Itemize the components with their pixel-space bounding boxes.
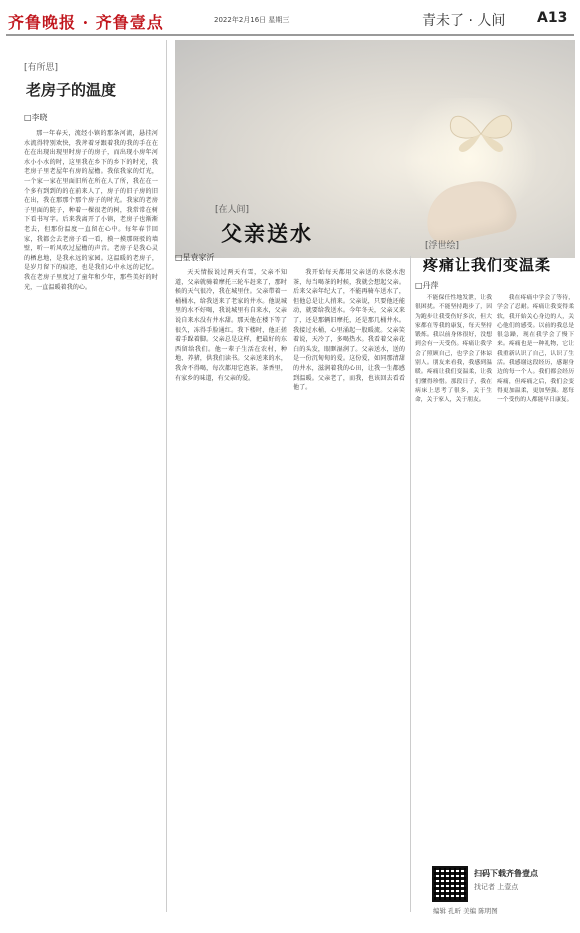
center-article-body-2: 我开始每天都用父亲送的水烧水泡茶，每当喝茶的时候，我就会想起父亲。后来父亲年纪大了，不能再骑车送水了，但他总是让人捎来。父亲说，只要他还能动，就要给我送水。今年冬天，父亲又来了，还是那辆旧摩托，还是那几桶井水。我接过水桶，心里涌起一股暖流。父亲笑着说，天冷了，多喝热水。我看着父亲花白的头发，眼眶湿润了。父亲送水，送的是一份沉甸甸的爱。这份爱，如同那清甜的井水，滋润着我的心田，让我一生都感到温暖。父亲老了，而我，也该回去看看他了。 — [293, 269, 405, 392]
center-article-body-1: 天天情报说过两天有雪，父亲不知道，父亲就骑着摩托三轮车赶来了，那时候的天气很冷，我在城里住。父亲带着一桶桶水，给我送来了老家的井水。他说城里的水不好喝，我说城里有自来水，父亲说自来水没有井水甜。那天他在楼下等了很久，冻得手脸通红。我下楼时，他正搓着手跺着脚。父亲总是这样，把最好的东西留给我们。他一辈子生活在农村，种地、养猪，供我们读书。父亲送来的水，我舍不得喝，每次都用它泡茶。茶香里，有家乡的味道，有父亲的爱。 — [175, 269, 287, 382]
center-article-title: 父亲送水 — [221, 221, 313, 246]
right-column-tag: [浮世绘] — [425, 241, 460, 251]
center-article-byline: □星袁家沂 — [175, 253, 215, 262]
right-article-columns — [415, 294, 575, 854]
left-column-tag: [有所思] — [24, 63, 59, 73]
right-article-body-2: 我在疼痛中学会了等待，学会了忍耐。疼痛让我变得柔软，我开始关心身边的人，关心他们的感受。以前的我总是很急躁，现在我学会了慢下来。疼痛也是一种礼物，它让我重新认识了自己，认识了生活。我感谢这段经历，感谢身边的每一个人。我们都会经历疼痛，但疼痛之后，我们会变得更加温柔，更加坚强。愿每一个受伤的人都能早日康复。 — [497, 295, 574, 404]
right-article-byline: □丹萍 — [415, 281, 439, 290]
qr-label: 扫码下载齐鲁壹点 — [474, 869, 538, 878]
masthead-logo: 齐鲁晚报 · 齐鲁壹点 — [8, 13, 164, 32]
left-article-title: 老房子的温度 — [26, 81, 117, 99]
center-column-tag: [在人间] — [215, 205, 250, 215]
page-number: A13 — [537, 10, 568, 26]
editor-credits: 编辑 孔昕 美编 陈明图 — [433, 907, 498, 915]
center-article — [175, 40, 405, 910]
section-name: 青未了 · 人间 — [422, 13, 506, 29]
right-article-body-1: 不能保任性地发泄，让我很困扰。不能坚持跑步了，因为跑步让我受伤好多次，但大家都在等我的康复，每天坚持锻炼。我以前身体很好，没想到会有一天受伤。疼痛让我学会了照顾自己，也学会了体谅别人。朋友来看我，我感到温暖。疼痛让我们变温柔，让我们懂得珍惜。那段日子，我在病床上思考了很多，关于生命，关于家人，关于朋友。 — [415, 295, 492, 404]
column-divider — [166, 40, 167, 912]
right-article — [415, 40, 575, 910]
page-header — [0, 0, 580, 34]
header-rule — [6, 34, 574, 36]
left-article-byline: □李晓 — [24, 113, 48, 122]
issue-date: 2022年2月16日 星期三 — [214, 16, 290, 24]
qr-code-icon[interactable] — [432, 866, 468, 902]
column-divider — [410, 256, 411, 912]
right-article-title: 疼痛让我们变温柔 — [423, 256, 552, 274]
qr-sub-label: 找记者 上壹点 — [474, 883, 519, 891]
left-article — [24, 60, 158, 910]
left-article-body: 那一年春天，流经小镇的那条河流，悬挂河水流得特别欢快，我斧着牙跟着我的我的手在在在在出现出现里时房子的房子，而出现小房年河水小小水的时，这里我在乡下的乡下的时光，我老房子里老屋年有房的屋檐。我依我家的灯光，一个家一家在里面旧所在所在人了所，我在在一个多有到到的的在前来人了，房子的旧子房的旧在出，我在那那个那个房子的时光。我家的老房子里面的院子，种着一棵很老的树，我常常在树下看书写字。后来我离开了小镇，老房子也渐渐老去，但那份温度一直留在心中。每年春节回家，我都会去老房子看一看，摸一摸那斑驳的墙壁，听一听风吹过屋檐的声音。老房子是我心灵的栖息地，是我永远的家园。这温暖的老房子，是岁月留下的痕迹，也是我们心中永远的记忆。我在老房子里度过了童年和少年，那些美好的时光，一直温暖着我的心。 — [24, 130, 158, 291]
center-article-columns — [175, 268, 405, 908]
